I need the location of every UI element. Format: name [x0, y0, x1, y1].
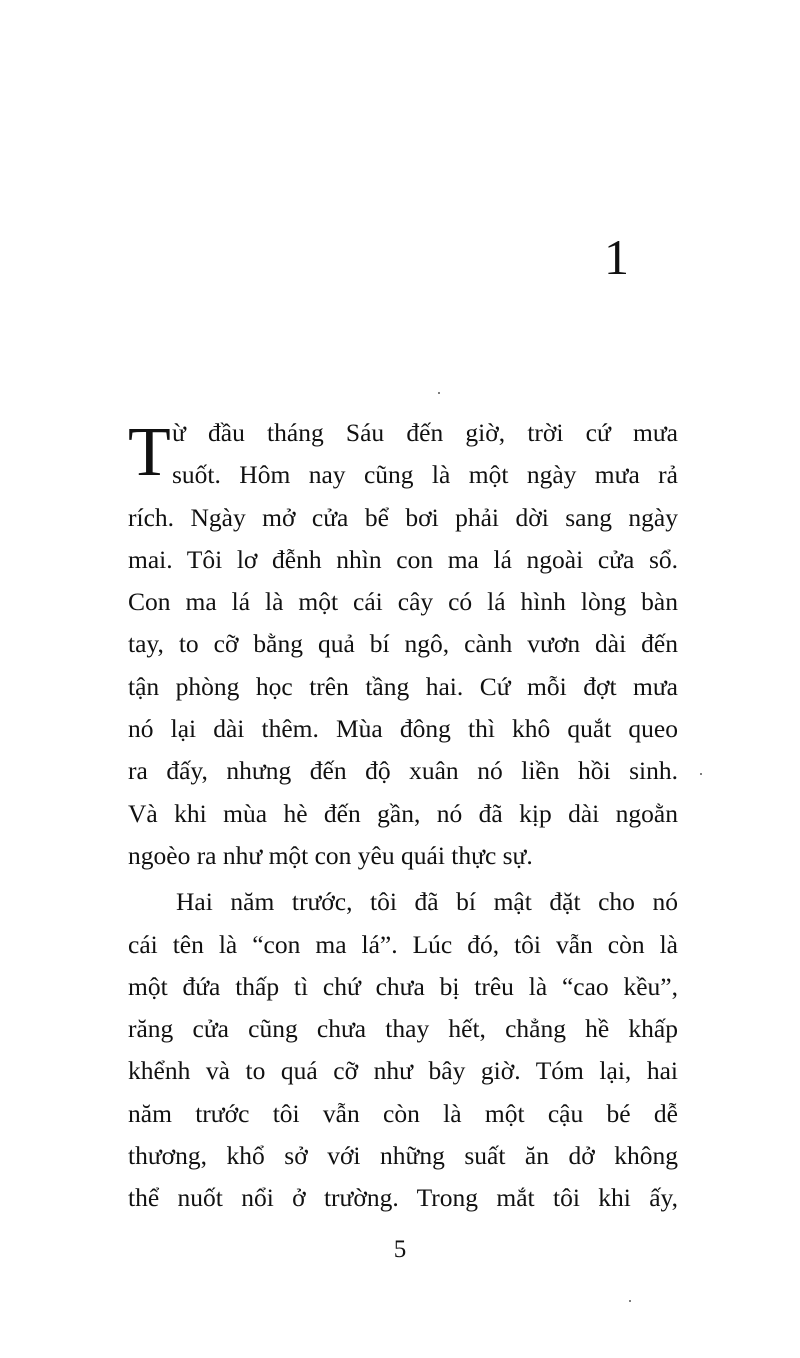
text-line: nó lại dài thêm. Mùa đông thì khô quắt queo [128, 714, 678, 744]
text-line: mai. Tôi lơ đễnh nhìn con ma lá ngoài cửa sổ. [128, 544, 678, 574]
drop-cap: T [128, 414, 171, 491]
paragraph-1 [128, 412, 678, 877]
text-line: rích. Ngày mở cửa bể bơi phải dời sang ngày [128, 502, 678, 532]
scan-speck [629, 1300, 631, 1302]
paragraph-2 [128, 881, 678, 1219]
text-line: một đứa thấp tì chứ chưa bị trêu là “cao kều”, [128, 971, 678, 1001]
text-line: khểnh và to quá cỡ như bây giờ. Tóm lại, hai [128, 1056, 678, 1086]
page-number: 5 [393, 1236, 407, 1263]
text-line: răng cửa cũng chưa thay hết, chẳng hề khấp [128, 1014, 678, 1044]
text-line: thể nuốt nổi ở trường. Trong mắt tôi khi ấy, [128, 1183, 678, 1213]
text-line: tay, to cỡ bằng quả bí ngô, cành vươn dài đến [128, 629, 678, 659]
text-line: thương, khổ sở với những suất ăn dở không [128, 1141, 678, 1171]
scan-speck [438, 392, 440, 394]
text-line: ừ đầu tháng Sáu đến giờ, trời cứ mưa [172, 418, 678, 447]
text-line: Hai năm trước, tôi đã bí mật đặt cho nó [176, 887, 678, 917]
text-line: cái tên là “con ma lá”. Lúc đó, tôi vẫn còn là [128, 929, 678, 959]
body-text [128, 412, 678, 1220]
text-line: Và khi mùa hè đến gần, nó đã kịp dài ngoằn [128, 798, 678, 828]
text-line: tận phòng học trên tầng hai. Cứ mỗi đợt mưa [128, 671, 678, 701]
text-line: ngoèo ra như một con yêu quái thực sự. [128, 840, 533, 870]
text-line: ra đấy, nhưng đến độ xuân nó liền hồi sinh. [128, 756, 678, 786]
text-line: suốt. Hôm nay cũng là một ngày mưa rả [172, 460, 678, 490]
text-line: Con ma lá là một cái cây có lá hình lòng bàn [128, 587, 678, 617]
chapter-number: 1 [604, 229, 629, 285]
text-line: năm trước tôi vẫn còn là một cậu bé dễ [128, 1098, 678, 1128]
scan-speck [700, 773, 702, 775]
